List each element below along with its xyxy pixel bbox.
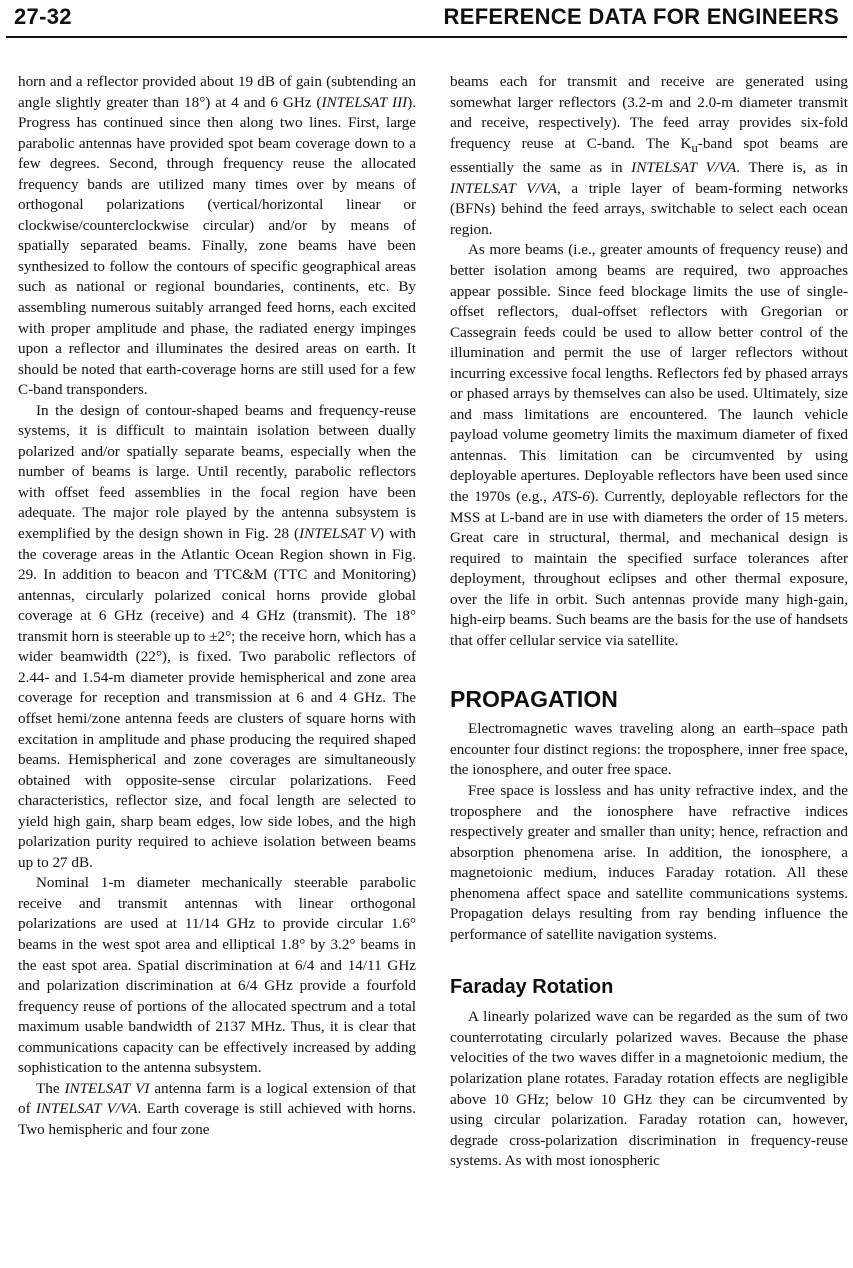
- paragraph: beams each for transmit and receive are generated using somewhat larger reflectors (3.2-m and 2.0-m diameter transmit and receive, respectively). The feed array provides six-fold frequency reuse at C-band. The $K_u$-band spot beams are essentially the same as in INTELSAT V/VA. There is, as in INTELSAT V/VA, a triple layer of beam-forming networks (BFNs) behind the feed arrays, switchable to select each ocean region.: [450, 73, 848, 238]
- section-heading-propagation: PROPAGATION: [450, 686, 618, 713]
- paragraph: A linearly polarized wave can be regarded as the sum of two counterrotating circularly polarized waves. Because the phase velocities of the two waves differ in a magnetoionic medium, the polarization plane rotates. Faraday rotation effects are negligible above 10 GHz; below 10 GHz they can be circumvented by using circular polarization. Faraday rotation can, however, degrade cross-polarization discrimination in frequency-reuse systems. As with most ionospheric: [450, 1008, 848, 1170]
- paragraph: horn and a reflector provided about 19 dB of gain (subtending an angle slightly greater than 18°) at 4 and 6 GHz (INTELSAT III). Progress has continued since then along two lines. First, large parabolic antennas have provided spot beam coverage down to a few degrees. Second, through frequency reuse the allocated frequency bands are utilized many times over by means of orthogonal polarizations (vertical/horizontal linear or clockwise/counterclockwise circular) and/or by means of spatially separated beams. Finally, zone beams have been synthesized to follow the contours of specific geographical areas such as national or regional boundaries, continents, etc. By assembling numerous suitably arranged feed horns, each excited with proper amplitude and phase, the radiated energy impinges upon a reflector and illuminates the desired areas on earth. It should be noted that earth-coverage horns are still used for a few C-band transponders.: [18, 73, 417, 399]
- page-header: [14, 4, 839, 34]
- header-rule: [6, 36, 847, 38]
- section-heading-faraday-rotation: Faraday Rotation: [450, 976, 614, 999]
- paragraph: As more beams (i.e., greater amounts of frequency reuse) and better isolation among beams are required, two approaches appear possible. Since feed blockage limits the use of single-offset reflectors, dual-offset reflectors with Gregorian or Cassegrain feeds could be used to allow better control of the illumination and permit the use of larger reflectors without incurring excessive focal lengths. Reflectors fed by phased arrays or phased arrays by themselves can also be used. Ultimately, size and mass limitations are encountered. The launch vehicle payload volume geometry limits the maximum diameter of fixed antennas. This limitation can be circumvented by using deployable apertures. Deployable reflectors have been used since the 1970s (e.g., ATS-6). Currently, deployable reflectors for the MSS at L-band are in use with diameters the order of 15 meters. Great care in structural, thermal, and mechanical design is required to maintain the specified surface tolerances after deployment, throughout eclipses and other thermal exposure, over the life in orbit. Such antennas provide many high-gain, high-eirp beams. Such beams are the basis for the use of handsets that offer cellular service via satellite.: [450, 241, 848, 649]
- page-number: 27-32: [14, 4, 72, 29]
- paragraph: In the design of contour-shaped beams and frequency-reuse systems, it is difficult to maintain isolation between dually polarized and/or spatially separate beams, especially when the number of beams is large. Until recently, parabolic reflectors with offset feed assemblies in the focal region have been adequate. The major role played by the antenna subsystem is exemplified by the design shown in Fig. 28 (INTELSAT V) with the coverage areas in the Atlantic Ocean Region shown in Fig. 29. In addition to beacon and TTC&M (TTC and Monitoring) antennas, circularly polarized conical horns provide global coverage at 6 GHz (receive) and 4 GHz (transmit). The 18° transmit horn is steerable up to ±2°; the receive horn, which has a wider beamwidth (22°), is fixed. Two parabolic reflectors of 2.44- and 1.54-m diameter provide hemispherical and zone area coverage for reception and transmission at 6 and 4 GHz. The offset hemi/zone antenna feeds are clusters of square horns with excitation in amplitude and phase producing the required shaped beams. Hemispherical and zone coverages are simultaneously obtained with opposite-sense circular polarizations. Feed characteristics, reflector size, and focal length are selected to yield high gain, sharp beam edges, low side lobes, and the high polarization purity required to achieve isolation between beams up to 27 dB.: [18, 401, 416, 871]
- paragraph: Electromagnetic waves traveling along an earth–space path encounter four distinct regions: the troposphere, inner free space, the ionosphere, and outer free space.: [450, 720, 848, 779]
- running-title: REFERENCE DATA FOR ENGINEERS: [443, 4, 839, 29]
- left-column: [18, 72, 416, 1140]
- paragraph: The INTELSAT VI antenna farm is a logical extension of that of INTELSAT V/VA. Earth coverage is still achieved with horns. Two hemispheric and four zone: [18, 1079, 416, 1138]
- paragraph: Nominal 1-m diameter mechanically steerable parabolic receive and transmit antennas with linear orthogonal polarizations are used at 11/14 GHz to provide circular 1.6° beams in the west spot area and elliptical 1.8° by 3.2° beams in the east spot area. Spatial discrimination at 6/4 and 14/11 GHz and polarization discrimination at 6/4 GHz provide a fourfold frequency reuse of portions of the allocated spectrum and a total maximum usable bandwidth of 2137 MHz. Thus, it is clear that communications capacity can be effectively increased by adding sophistication to the antenna subsystem.: [18, 874, 416, 1077]
- right-column: [450, 72, 848, 1172]
- paragraph: Free space is lossless and has unity refractive index, and the troposphere and the ionosphere have refractive indices respectively greater and smaller than unity; hence, refraction and absorption phenomena arise. In addition, the ionosphere, a magnetoionic medium, induces Faraday rotation. All these phenomena affect space and satellite communications systems. Propagation delays resulting from ray bending influence the performance of satellite navigation systems.: [450, 781, 848, 943]
